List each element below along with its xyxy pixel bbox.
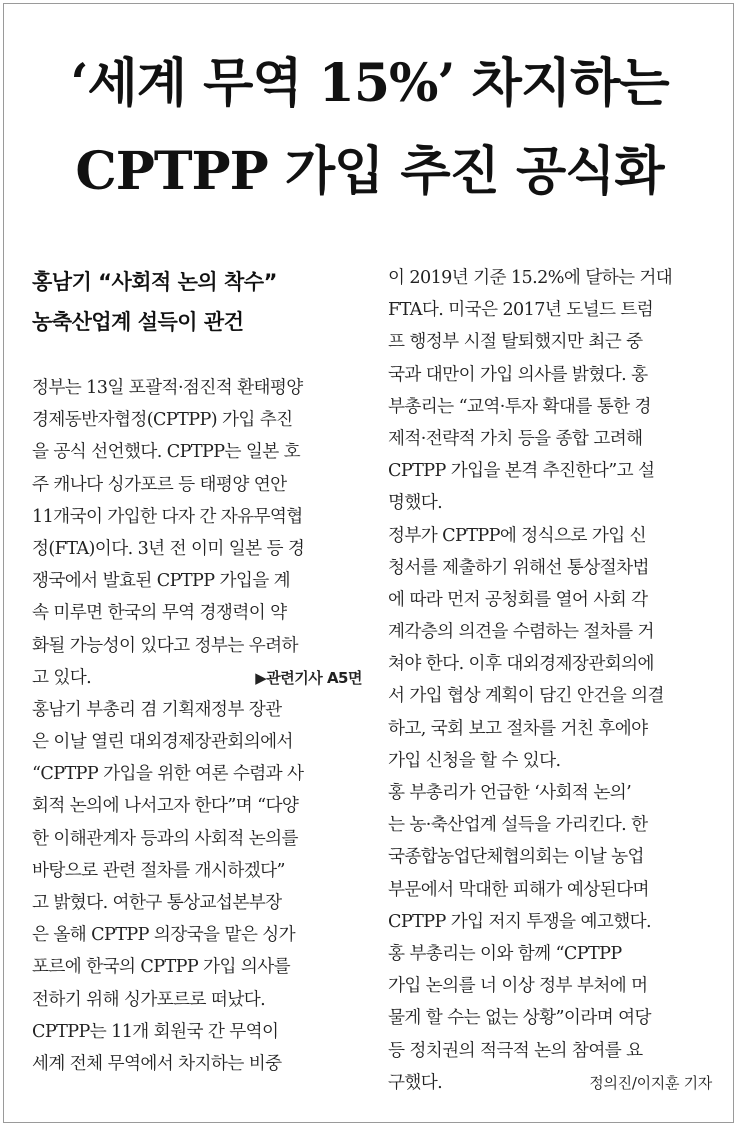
body-line: 이 2019년 기준 15.2%에 달하는 거대 (388, 268, 673, 288)
body-line: 회적 논의에 나서고자 한다”며 “다양 (32, 796, 299, 817)
body-line: 명했다. (388, 493, 443, 514)
body-line: 한 이해관계자 등과의 사회적 논의를 (32, 828, 298, 849)
body-line: 정부가 CPTPP에 정식으로 가입 신 (388, 525, 647, 546)
body-left (32, 372, 362, 1080)
body-line: CPTPP는 11개 회원국 간 무역이 (32, 1021, 279, 1042)
body-line: 구했다. (388, 1072, 443, 1093)
related-article-link[interactable]: ▶관련기사 A5면 (255, 668, 362, 687)
body-line: 속 미루면 한국의 무역 경쟁력이 약 (32, 603, 287, 624)
body-line: 홍남기 부총리 겸 기획재정부 장관 (32, 699, 282, 720)
body-line: 등 정치권의 적극적 논의 참여를 요 (388, 1040, 643, 1061)
body-line: 계각층의 의견을 수렴하는 절차를 거 (388, 622, 654, 643)
body-line: 는 농·축산업계 설득을 가리킨다. 한 (388, 815, 648, 836)
body-line: 제적·전략적 가치 등을 종합 고려해 (388, 428, 643, 449)
body-line: 바탕으로 관련 절차를 개시하겠다” (32, 860, 285, 881)
body-line: 고 있다. (32, 667, 92, 688)
body-line: 전하기 위해 싱가포르로 떠났다. (32, 989, 266, 1010)
body-line: 홍 부총리가 언급한 ‘사회적 논의’ (388, 783, 632, 803)
body-line: 국종합농업단체협의회는 이날 농업 (388, 847, 644, 868)
body-line: 가입 논의를 너 이상 정부 부처에 머 (388, 976, 648, 997)
subheadline-line-2: 농축산업계 설득이 관건 (32, 310, 244, 334)
body-line: 은 이날 열린 대외경제장관회의에서 (32, 732, 293, 753)
body-line: 쟁국에서 발효된 CPTPP 가입을 계 (32, 571, 291, 592)
body-line: 청서를 제출하기 위해선 통상절차법 (388, 557, 649, 578)
body-line: 주 캐나다 싱가포르 등 태평양 연안 (32, 474, 287, 495)
body-line: 프 행정부 시절 탈퇴했지만 최근 중 (388, 332, 643, 353)
body-line: CPTPP 가입 저지 투쟁을 예고했다. (388, 911, 652, 932)
body-line: 세계 전체 무역에서 차지하는 비중 (32, 1053, 282, 1074)
body-line-with-ref (32, 662, 362, 694)
body-line: 가입 신청을 할 수 있다. (388, 750, 561, 771)
byline: 정의진/이지훈 기자 (589, 1073, 712, 1092)
body-line: 부문에서 막대한 피해가 예상된다며 (388, 879, 649, 900)
body-line: 은 올해 CPTPP 의장국을 맡은 싱가 (32, 925, 296, 946)
body-line: 정부는 13일 포괄적·점진적 환태평양 (32, 378, 303, 398)
body-line-with-byline (388, 1067, 712, 1099)
left-column (32, 262, 362, 1080)
headline-line-2: CPTPP 가입 추진 공식화 (75, 141, 664, 202)
headline-line-1: ‘세계 무역 15%’ 차지하는 (70, 53, 669, 114)
body-line: CPTPP 가입을 본격 추진한다”고 설 (388, 461, 655, 482)
body-line: 11개국이 가입한 다자 간 자유무역협 (32, 506, 303, 527)
right-column (388, 262, 712, 1099)
body-line: 쳐야 한다. 이후 대외경제장관회의에 (388, 654, 654, 675)
body-line: 홍 부총리는 이와 함께 “CPTPP (388, 943, 622, 964)
body-line: FTA다. 미국은 2017년 도널드 트럼 (388, 300, 654, 321)
body-line: 하고, 국회 보고 절차를 거친 후에야 (388, 718, 648, 739)
body-line: 포르에 한국의 CPTPP 가입 의사를 (32, 957, 291, 978)
subheadline-line-1: 홍남기 “사회적 논의 착수” (32, 270, 277, 294)
body-line: 고 밝혔다. 여한구 통상교섭본부장 (32, 893, 282, 913)
body-line: 국과 대만이 가입 의사를 밝혔다. 홍 (388, 364, 648, 385)
body-line: 서 가입 협상 계획이 담긴 안건을 의결 (388, 686, 664, 707)
body-line: 물게 할 수는 없는 상황”이라며 여당 (388, 1008, 651, 1029)
body-line: 경제동반자협정(CPTPP) 가입 추진 (32, 410, 293, 431)
subheadline (32, 262, 362, 342)
body-line: 정(FTA)이다. 3년 전 이미 일본 등 경 (32, 538, 305, 559)
body-line: 을 공식 선언했다. CPTPP는 일본 호 (32, 442, 301, 463)
body-line: “CPTPP 가입을 위한 여론 수렴과 사 (32, 764, 304, 785)
body-line: 에 따라 먼저 공청회를 열어 사회 각 (388, 589, 648, 610)
body-line: 부총리는 “교역·투자 확대를 통한 경 (388, 396, 651, 417)
body-line: 화될 가능성이 있다고 정부는 우려하 (32, 635, 298, 656)
